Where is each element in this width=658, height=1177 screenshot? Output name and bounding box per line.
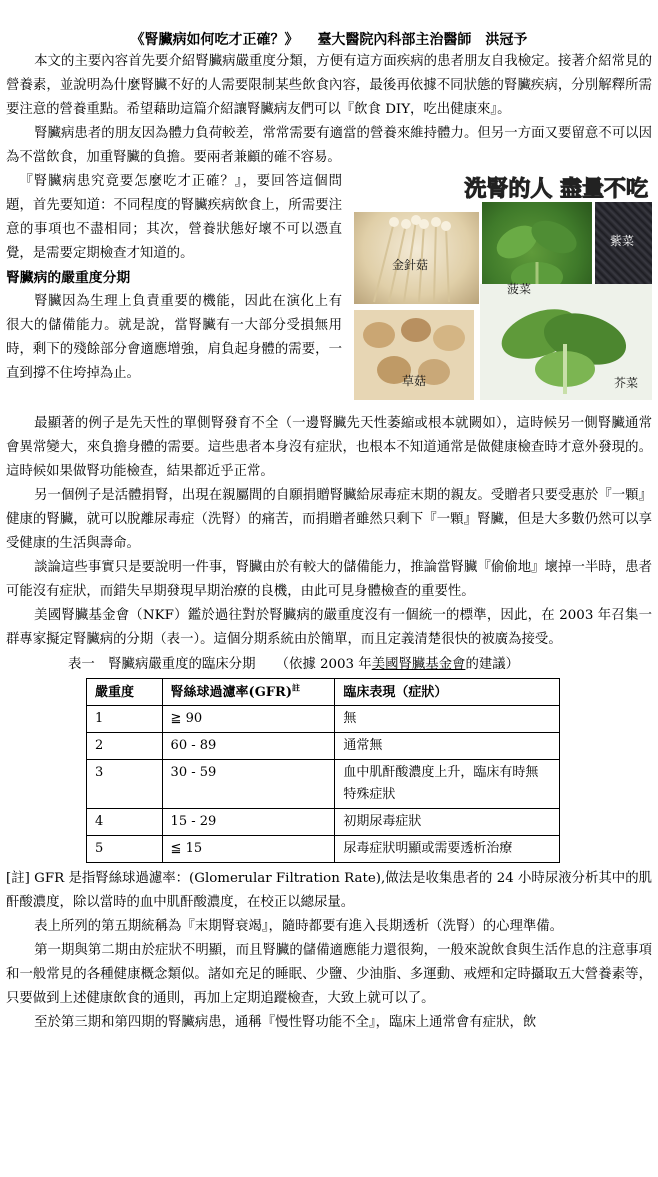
table-caption [6, 654, 652, 676]
cell-stage: 5 [87, 836, 163, 863]
cell-stage: 1 [87, 706, 163, 733]
paragraph-9: 表上所列的第五期統稱為『末期腎衰竭』，隨時都要有進入長期透析（洗腎）的心理準備。 [34, 919, 564, 934]
table-caption-main: 表一 腎臟病嚴重度的臨床分期 （依據 2003 年 [68, 657, 372, 672]
table-header-row [87, 679, 560, 706]
cell-gfr: 15 - 29 [162, 809, 335, 836]
label-mustard-greens: 芥菜 [614, 376, 639, 390]
paragraph-4: 腎臟因為生理上負責重要的機能，因此在演化上有很大的儲備能力。就是說，當腎臟有一大部分受損無用時，剩下的殘餘部分會適應增強，肩負起身體的需要，一直到撐不住垮掉為止。 [6, 294, 342, 381]
author-byline: 臺大醫院內科部主治醫師 洪冠予 [317, 32, 528, 48]
header-gfr-label: 腎絲球過濾率(GFR) [170, 685, 292, 700]
paragraph-8: 美國腎臟基金會（NKF）鑑於過往對於腎臟病的嚴重度沒有一個統一的標準，因此，在 2003 年召集一群專家擬定腎臟病的分期（表一）。這個分期系統由於簡單，而且定義清楚很快的被廣為接受。 [6, 608, 652, 647]
section-heading: 腎臟病的嚴重度分期 [6, 270, 131, 286]
cell-gfr: ≧ 90 [162, 706, 335, 733]
label-enoki: 金針菇 [392, 258, 429, 272]
article-title: 《腎臟病如何吃才正確？》 [130, 32, 299, 48]
label-spinach: 菠菜 [507, 282, 532, 296]
table-row [87, 760, 560, 809]
header-symptoms: 臨床表現（症狀） [335, 679, 560, 706]
gfr-footnote: [註] GFR 是指腎絲球過濾率：(Glomerular Filtration Rate),做法是收集患者的 24 小時尿液分析其中的肌酐酸濃度，除以當時的血中肌酐酸濃度，在校正以總尿量。 [6, 871, 652, 910]
paragraph-2: 腎臟病患者的朋友因為體力負荷較差，常常需要有適當的營養來維持體力。但另一方面又要留意不可以因為不當飲食，加重腎臟的負擔。要兩者兼顧的確不容易。 [6, 126, 652, 165]
paragraph-6: 另一個例子是活體捐腎，出現在親屬間的自願捐贈腎臟給尿毒症末期的親友。受贈者只要受惠於『一顆』健康的腎臟，就可以脫離尿毒症（洗腎）的痛苦，而捐贈者雖然只剩下『一顆』腎臟，但是大多數仍然可以享受健康的生活與壽命。 [6, 488, 652, 551]
cell-symptom: 無 [335, 706, 560, 733]
cell-symptom: 通常無 [335, 733, 560, 760]
paragraph-7: 談論這些事實只是要說明一件事，腎臟由於有較大的儲備能力，推論當腎臟『偷偷地』壞掉一半時，患者可能沒有症狀，而錯失早期發現早期治療的良機，由此可見身體檢查的重要性。 [6, 560, 652, 599]
header-gfr [162, 679, 335, 706]
cell-gfr: 60 - 89 [162, 733, 335, 760]
label-seaweed: 紫菜 [610, 234, 635, 248]
figure-title: 洗腎的人 盡量不吃 [464, 177, 648, 202]
paragraph-10: 第一期與第二期由於症狀不明顯，而且腎臟的儲備適應能力還很夠，一般來說飲食與生活作息的注意事項和一般常見的各種健康概念類似。諸如充足的睡眠、少鹽、少油脂、多運動、戒煙和定時攝取五大營養素等，只要做到上述健康飲食的通則，再加上定期追蹤檢查，大致上就可以了。 [6, 943, 652, 1006]
table-caption-org: 美國腎臟基金會 [371, 657, 466, 672]
title-line [6, 0, 652, 50]
paragraph-5: 最顯著的例子是先天性的單側腎發育不全（一邊腎臟先天性萎縮或根本就闕如），這時候另一側腎臟通常會異常變大，來負擔身體的需要。這些患者本身沒有症狀，也根本不知道通常是做健康檢查時才意外發現的。這時候如果做腎功能檢查，結果都近乎正常。 [6, 416, 652, 479]
header-gfr-note: 註 [291, 682, 300, 693]
table-row [87, 733, 560, 760]
figure-wrap [6, 170, 652, 390]
cell-stage: 4 [87, 809, 163, 836]
table-caption-end: 的建議） [465, 657, 519, 672]
document-page [6, 0, 652, 1035]
cell-symptom: 尿毒症狀明顯或需要透析治療 [335, 836, 560, 863]
stage-table [86, 678, 560, 863]
label-straw-mushroom: 草菇 [402, 374, 427, 388]
cell-symptom: 初期尿毒症狀 [335, 809, 560, 836]
cell-gfr: ≦ 15 [162, 836, 335, 863]
cell-gfr: 30 - 59 [162, 760, 335, 809]
table-row [87, 706, 560, 733]
food-figure [352, 172, 652, 402]
table-row [87, 809, 560, 836]
paragraph-3: 『腎臟病患究竟要怎麼吃才正確？』，要回答這個問題，首先要知道：不同程度的腎臟疾病飲食上，所需要注意的事項也不盡相同；其次，營養狀態好壞不可以憑直覺，是需要定期檢查才知道的。 [6, 174, 342, 261]
paragraph-11: 至於第三期和第四期的腎臟病患，通稱『慢性腎功能不全』，臨床上通常會有症狀，飲 [34, 1015, 537, 1030]
intro-paragraph: 本文的主要內容首先要介紹腎臟病嚴重度分類，方便有這方面疾病的患者朋友自我檢定。接著介紹常見的營養素，並說明為什麼腎臟不好的人需要限制某些飲食內容，最後再依據不同狀態的腎臟疾病，分別解釋所需要注意的營養重點。希望藉助這篇介紹讓腎臟病友們可以『飲食 DIY，吃出健康來』。 [6, 54, 652, 117]
cell-stage: 2 [87, 733, 163, 760]
cell-stage: 3 [87, 760, 163, 809]
cell-symptom: 血中肌酐酸濃度上升，臨床有時無特殊症狀 [335, 760, 560, 809]
table-row [87, 836, 560, 863]
header-severity: 嚴重度 [87, 679, 163, 706]
